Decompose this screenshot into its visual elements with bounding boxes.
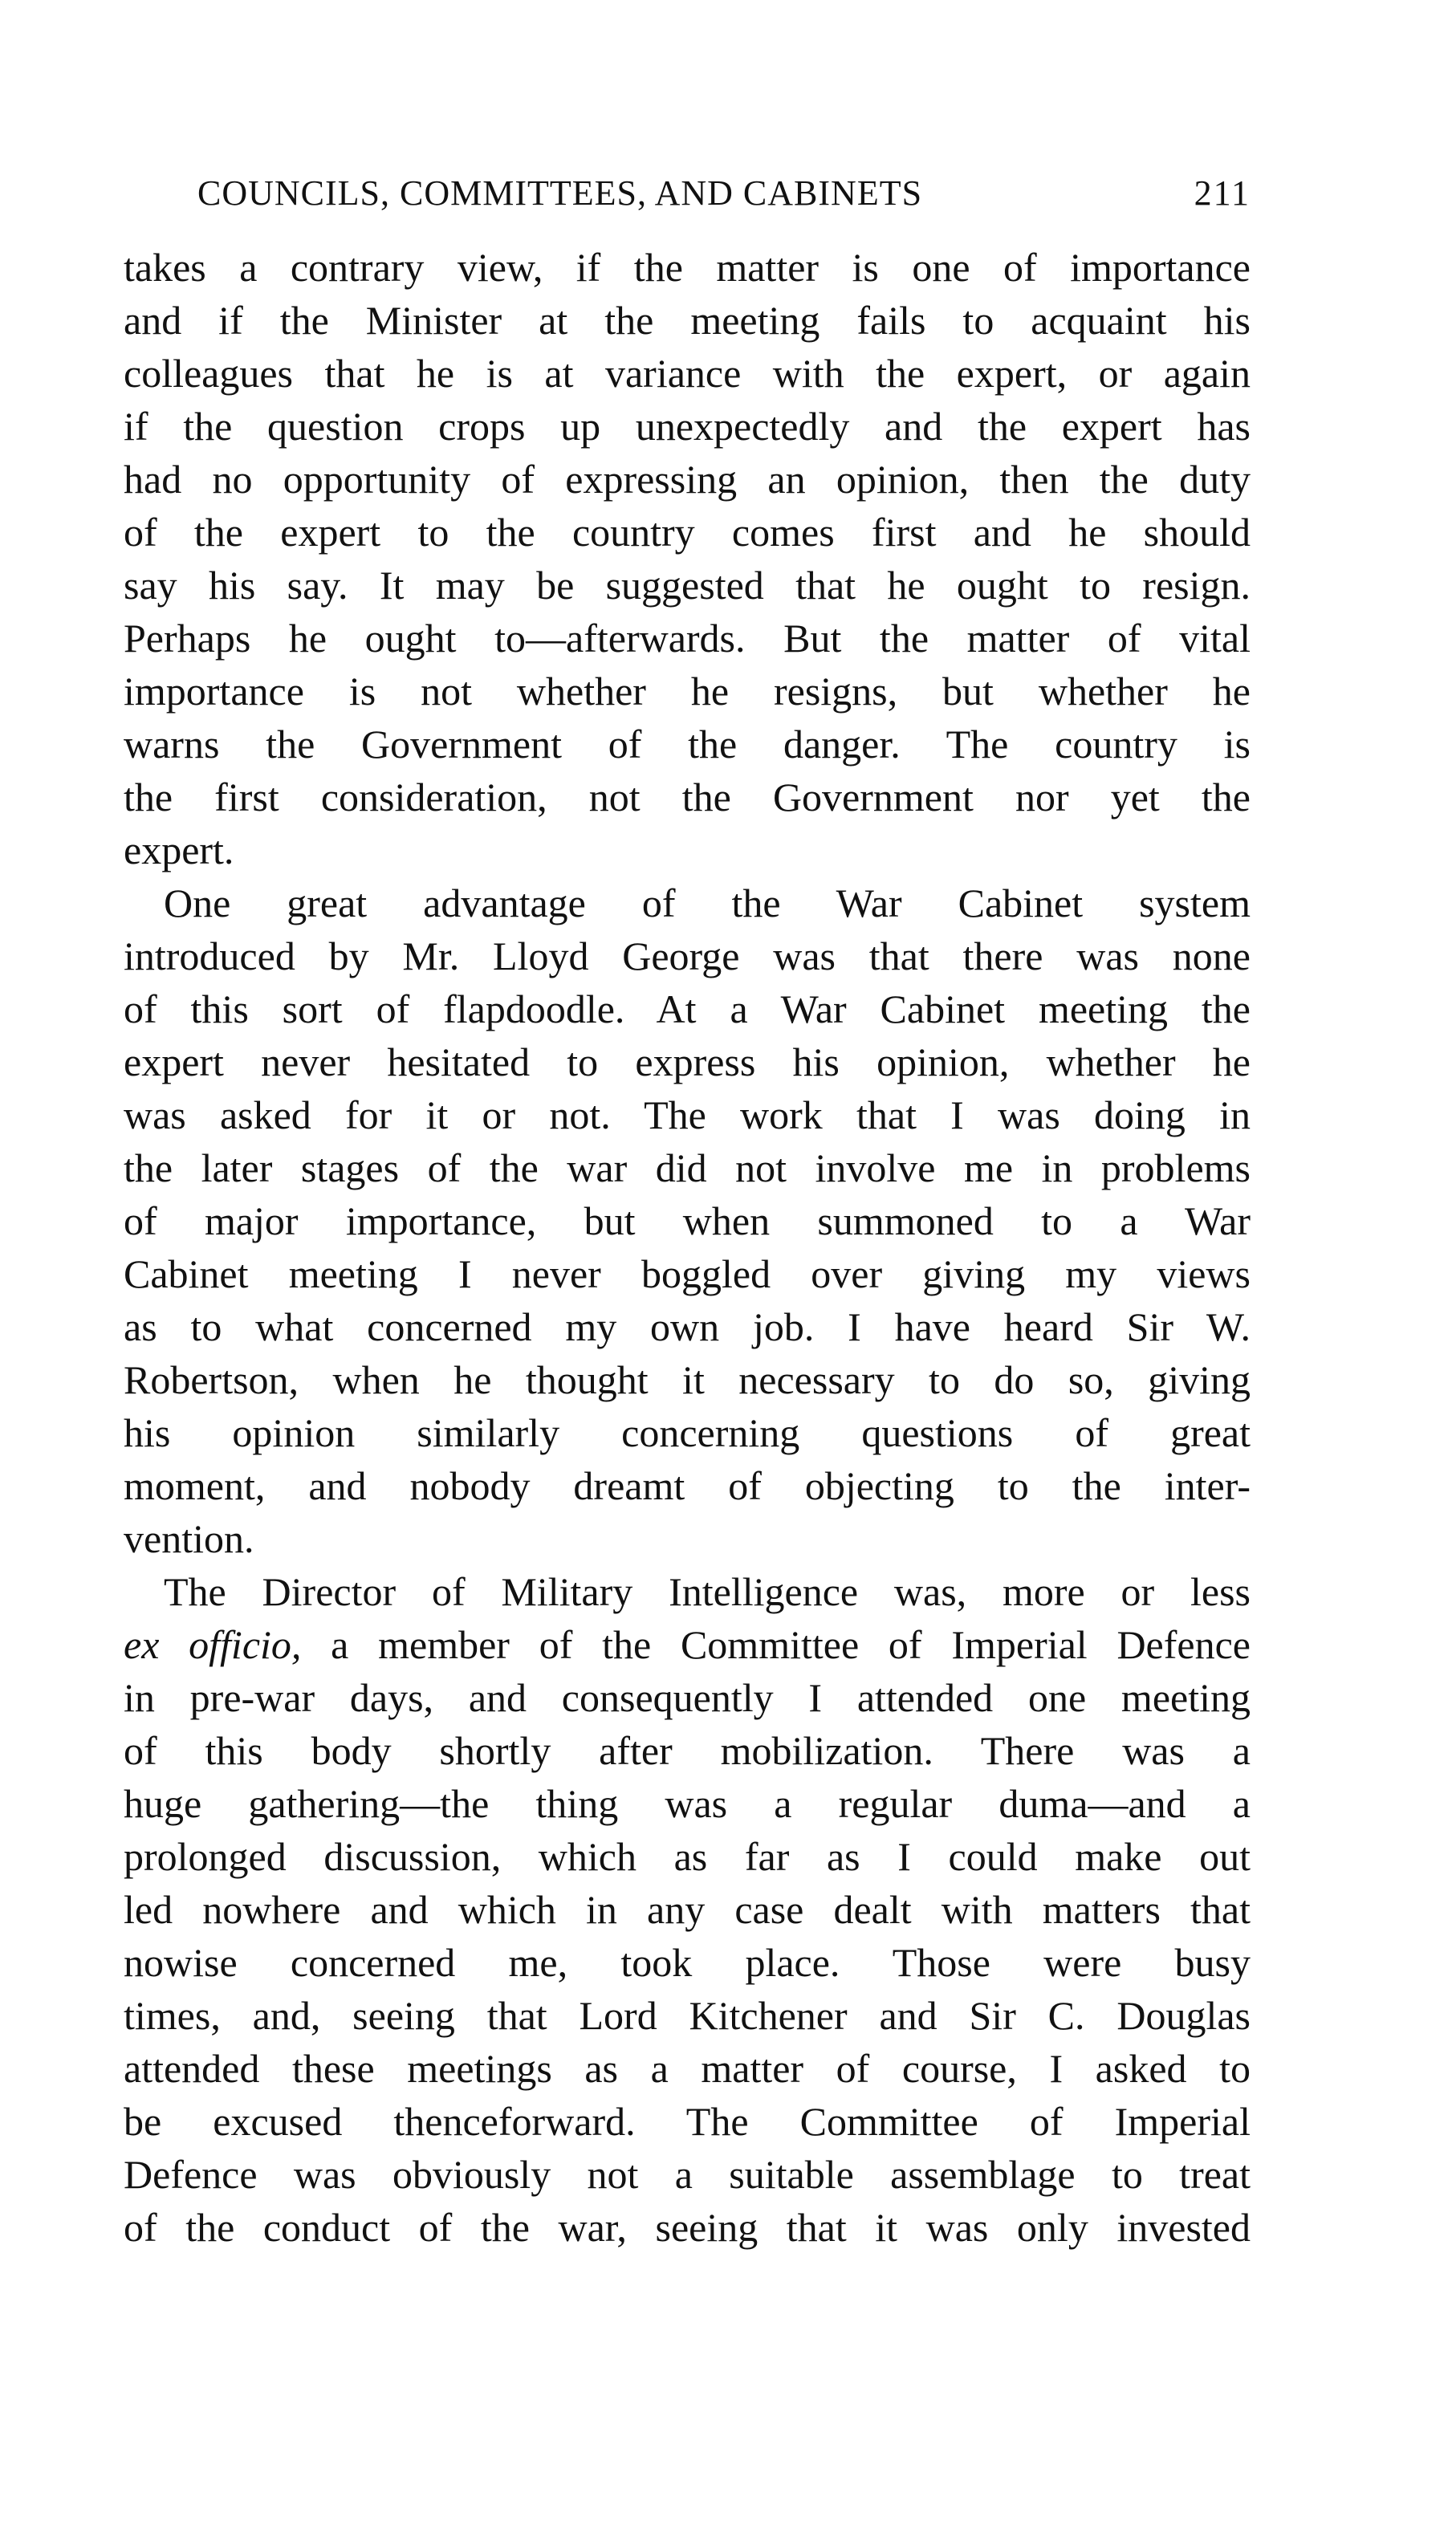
text-line [124,241,1251,294]
text-line [124,1194,1251,1247]
text-line [124,1830,1251,1883]
line-text: if the question crops up unexpectedly and the expert has [124,404,1251,449]
text-line [124,1883,1251,1936]
running-head [197,167,1251,218]
text-line [124,665,1251,718]
text-line [124,1247,1251,1300]
text-line [124,929,1251,982]
line-text: was asked for it or not. The work that I was doing in [124,1092,1251,1137]
text-line [124,1459,1251,1512]
text-line [124,1671,1251,1724]
text-line [124,1936,1251,1989]
line-text: the first consideration, not the Government nor yet the [124,775,1251,820]
text-line [124,982,1251,1035]
text-line [124,1406,1251,1459]
line-text: Perhaps he ought to—afterwards. But the matter of vital [124,616,1251,661]
italic-phrase: ex officio, [124,1622,302,1667]
text-line [124,1777,1251,1830]
line-text: huge gathering—the thing was a regular duma—and a [124,1781,1251,1826]
line-text: times, and, seeing that Lord Kitchener and Sir C. Douglas [124,1993,1251,2038]
text-line [124,347,1251,400]
text-line [124,1724,1251,1777]
line-text: had no opportunity of expressing an opinion, then the duty [124,457,1251,502]
line-text: expert never hesitated to express his opinion, whether he [124,1039,1251,1084]
text-line [124,1512,1251,1565]
text-line [124,1989,1251,2042]
line-text: colleagues that he is at variance with the expert, or again [124,351,1251,396]
line-text: of this sort of flapdoodle. At a War Cabinet meeting the [124,986,1251,1031]
line-text: be excused thenceforward. The Committee of Imperial [124,2099,1251,2144]
line-text: and if the Minister at the meeting fails to acquaint his [124,298,1251,343]
page-number: 211 [1194,173,1251,213]
line-text: the later stages of the war did not involve me in problems [124,1145,1251,1190]
line-text: Defence was obviously not a suitable assemblage to treat [124,2152,1251,2197]
text-line [124,876,1251,929]
line-text: of major importance, but when summoned to a War [124,1198,1251,1243]
text-line [124,1300,1251,1353]
line-text: expert. [124,828,234,872]
line-text: One great advantage of the War Cabinet system [164,881,1251,925]
text-line [124,1088,1251,1141]
text-line [124,506,1251,559]
line-text: led nowhere and which in any case dealt with matters that [124,1887,1251,1932]
line-text: of this body shortly after mobilization. There was a [124,1728,1251,1773]
text-line [124,1618,1251,1671]
line-text: in pre-war days, and consequently I attended one meeting [124,1675,1251,1720]
line-text: his opinion similarly concerning questions of great [124,1410,1251,1455]
line-text: warns the Government of the danger. The country is [124,722,1251,767]
line-text: moment, and nobody dreamt of objecting to the inter- [124,1463,1251,1508]
text-line [124,2148,1251,2201]
line-text: vention. [124,1516,254,1561]
running-head-title: COUNCILS, COMMITTEES, AND CABINETS [197,173,923,213]
line-text: say his say. It may be suggested that he ought to resign. [124,563,1251,608]
text-line [124,1035,1251,1088]
line-text: takes a contrary view, if the matter is one of importance [124,245,1251,290]
line-text: Robertson, when he thought it necessary to do so, giving [124,1357,1251,1402]
line-text: Cabinet meeting I never boggled over giving my views [124,1251,1251,1296]
line-text: importance is not whether he resigns, but whether he [124,669,1251,714]
line-text: nowise concerned me, took place. Those were busy [124,1940,1251,1985]
line-text: of the expert to the country comes first and he should [124,510,1251,555]
text-line [124,2095,1251,2148]
text-line [124,1141,1251,1194]
line-text: as to what concerned my own job. I have heard Sir W. [124,1304,1251,1349]
line-text: of the conduct of the war, seeing that it was only invested [124,2205,1251,2250]
line-text: a member of the Committee of Imperial Defence [301,1622,1251,1667]
text-line [124,771,1251,824]
line-text: introduced by Mr. Lloyd George was that there was none [124,933,1251,978]
line-text: prolonged discussion, which as far as I could make out [124,1834,1251,1879]
line-text: attended these meetings as a matter of course, I asked to [124,2046,1251,2091]
text-line [124,294,1251,347]
text-line [124,559,1251,612]
text-line [124,2201,1251,2254]
text-line [124,2042,1251,2095]
text-line [124,824,1251,876]
text-line [124,612,1251,665]
text-line [124,718,1251,771]
text-line [124,453,1251,506]
text-line [124,1565,1251,1618]
text-line [124,1353,1251,1406]
body-text [124,241,1251,2254]
line-text: The Director of Military Intelligence was, more or less [164,1569,1251,1614]
text-line [124,400,1251,453]
